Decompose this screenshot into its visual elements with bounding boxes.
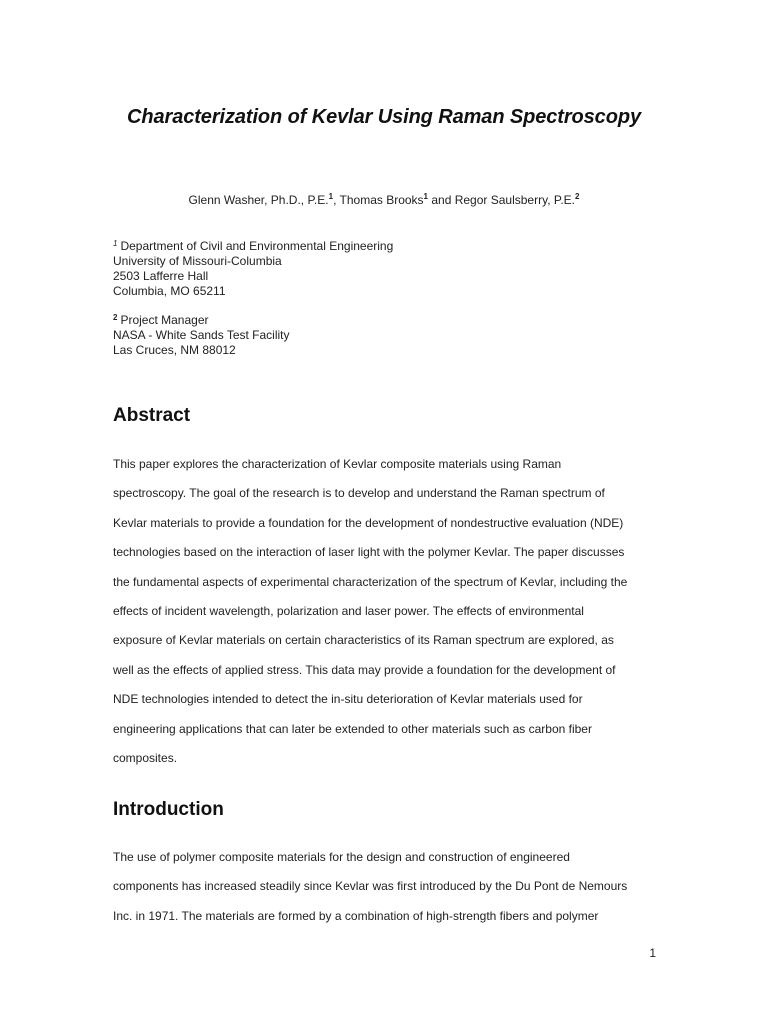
affiliation-block: [113, 313, 290, 358]
page-number: 1: [649, 946, 656, 960]
affiliation-line: Las Cruces, NM 88012: [113, 343, 236, 357]
author-line: Glenn Washer, Ph.D., P.E.$^1$, Thomas Brooks$^1$ and Regor Saulsberry, P.E.$^2$: [188, 192, 580, 207]
paragraph-line: exposure of Kevlar materials on certain characteristics of its Raman spectrum are explored, as: [113, 633, 614, 648]
affiliation-line: Columbia, MO 65211: [113, 284, 226, 298]
paragraph-line: The use of polymer composite materials for the design and construction of engineered: [113, 850, 570, 864]
paragraph-line: effects of incident wavelength, polarization and laser power. The effects of environmental: [113, 604, 584, 619]
paragraph-line: This paper explores the characterization of Kevlar composite materials using Raman: [113, 457, 562, 471]
paragraph-line: engineering applications that can later be extended to other materials such as carbon fiber: [113, 721, 592, 736]
author-affiliation-marker: 1: [423, 192, 428, 201]
paragraph-line: technologies based on the interaction of laser light with the polymer Kevlar. The paper discusses: [113, 545, 625, 560]
author-name: Glenn Washer, Ph.D., P.E.: [188, 193, 329, 207]
paper-title: Characterization of Kevlar Using Raman Spectroscopy: [127, 106, 641, 128]
author-name: Thomas Brooks: [339, 193, 424, 207]
affiliation-line: NASA - White Sands Test Facility: [113, 328, 290, 342]
affiliation-marker: 2: [113, 313, 118, 322]
paragraph-line: spectroscopy. The goal of the research is to develop and understand the Raman spectrum of: [113, 486, 605, 501]
paragraph-line: the fundamental aspects of experimental characterization of the spectrum of Kevlar, including the: [113, 574, 628, 589]
affiliation-marker: 1: [113, 239, 118, 248]
paragraph-line: components has increased steadily since Kevlar was first introduced by the Du Pont de Nemours: [113, 879, 628, 894]
author-affiliation-marker: 2: [575, 192, 580, 201]
paragraph-line: composites.: [113, 751, 178, 766]
abstract-heading: Abstract: [113, 405, 191, 426]
paragraph-line: well as the effects of applied stress. This data may provide a foundation for the development of: [113, 662, 616, 677]
author-name: Regor Saulsberry, P.E.: [454, 193, 575, 207]
affiliation-line: University of Missouri-Columbia: [113, 254, 282, 268]
introduction-paragraph: [113, 843, 673, 931]
affiliation-line: Project Manager: [120, 313, 209, 327]
author-connector: and: [431, 193, 452, 207]
affiliation-line: 2503 Lafferre Hall: [113, 269, 209, 283]
affiliation-line: Department of Civil and Environmental Engineering: [120, 239, 394, 253]
paragraph-line: Kevlar materials to provide a foundation for the development of nondestructive evaluation (NDE): [113, 515, 624, 530]
affiliation-block: [113, 239, 393, 299]
paragraph-line: NDE technologies intended to detect the in-situ deterioration of Kevlar materials used for: [113, 692, 583, 707]
author-affiliation-marker: 1: [328, 192, 334, 201]
paragraph-line: Inc. in 1971. The materials are formed by a combination of high-strength fibers and polymer: [113, 908, 599, 923]
introduction-heading: Introduction: [113, 799, 224, 820]
abstract-paragraph: [113, 450, 673, 773]
